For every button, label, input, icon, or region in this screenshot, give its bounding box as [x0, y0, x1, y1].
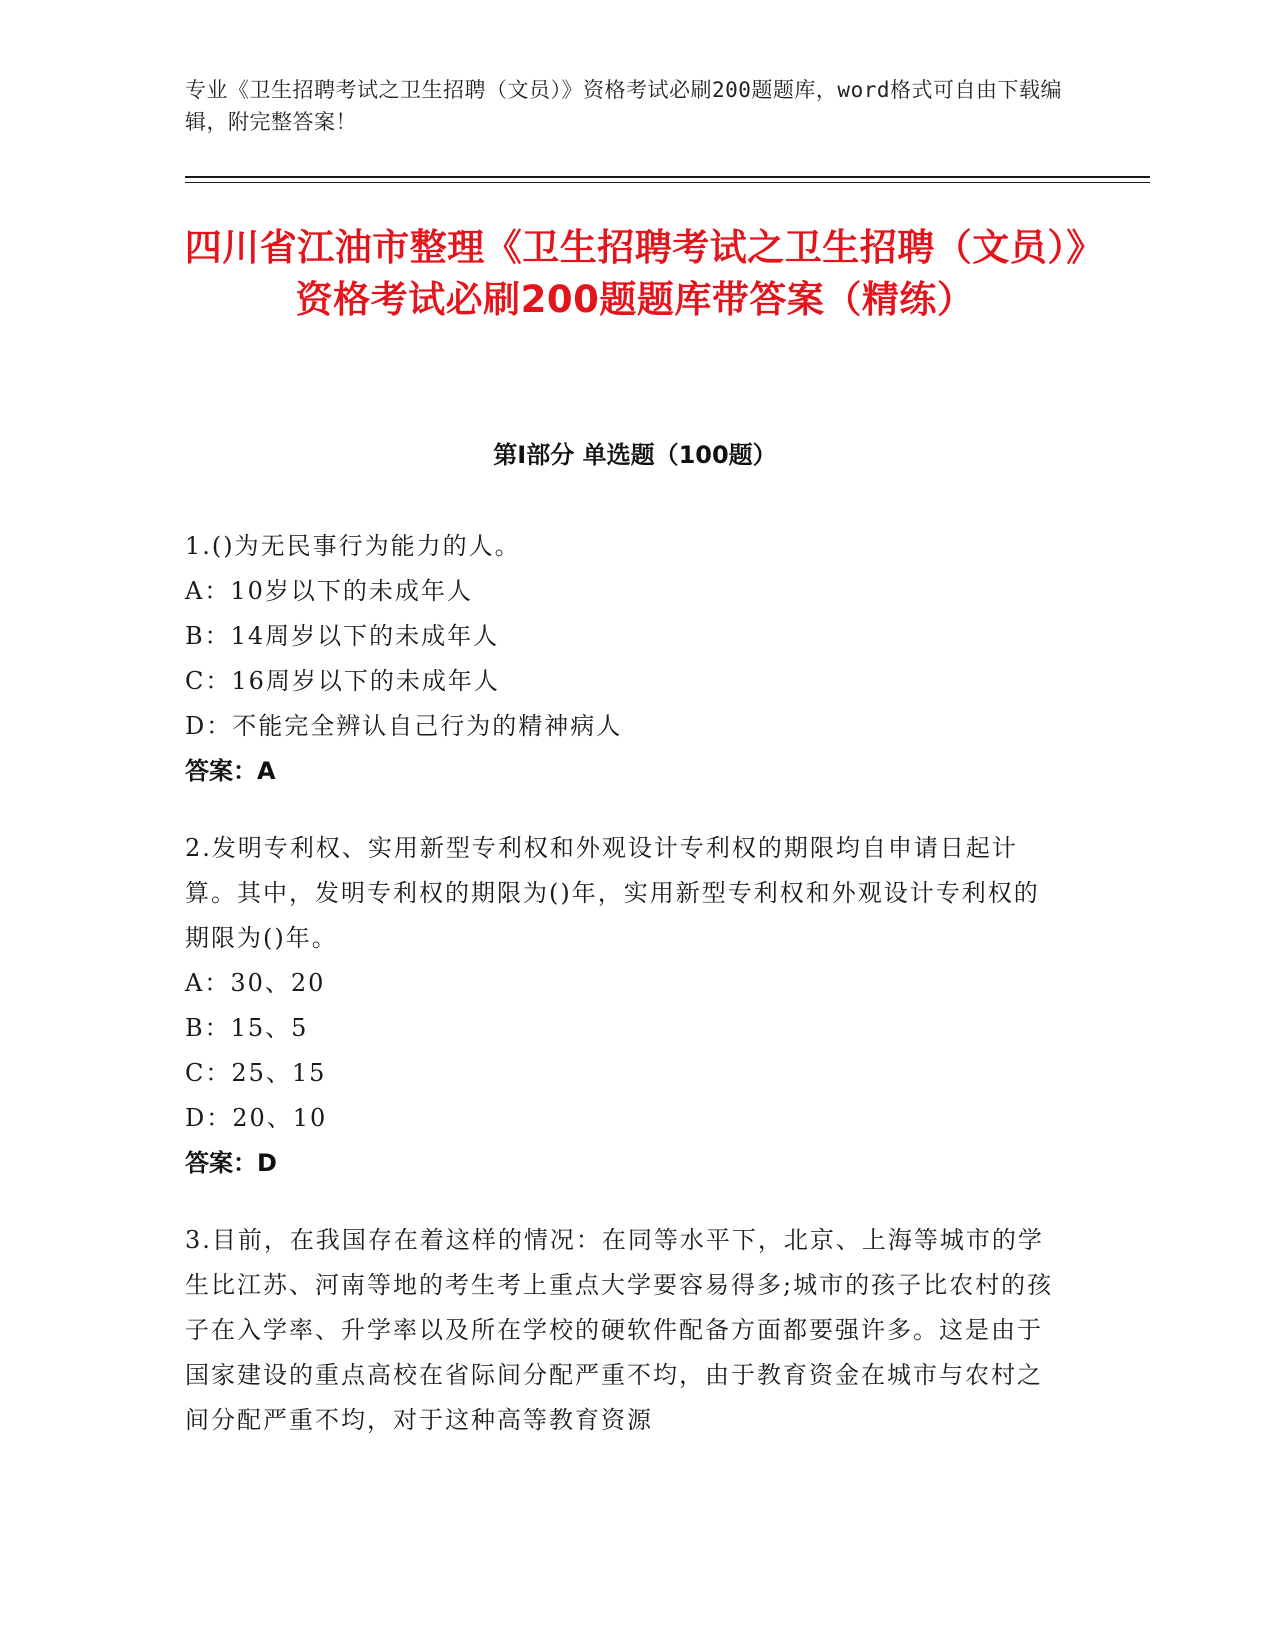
question-stem: 2.发明专利权、实用新型专利权和外观设计专利权的期限均自申请日起计算。其中，发明专利权的期限为()年，实用新型专利权和外观设计专利权的期限为()年。 [185, 834, 1040, 952]
section-title: 第I部分 单选题（100题） [493, 441, 777, 469]
option-c: C：25、15 [185, 1059, 327, 1087]
header-divider-thin [185, 182, 1150, 183]
question-answer: 答案：D [185, 1149, 277, 1177]
document-title: 四川省江油市整理《卫生招聘考试之卫生招聘（文员）》资格考试必刷200题题库带答案（精练） [184, 226, 1086, 321]
option-d: D：不能完全辨认自己行为的精神病人 [185, 712, 623, 740]
option-d: D：20、10 [185, 1104, 328, 1132]
header-divider-thick [185, 176, 1150, 178]
question-3 [185, 1218, 1065, 1443]
option-b: B：15、5 [185, 1014, 309, 1042]
question-stem: 1.()为无民事行为能力的人。 [185, 532, 521, 560]
question-2 [185, 826, 1065, 1186]
question-stem: 3.目前，在我国存在着这样的情况：在同等水平下，北京、上海等城市的学生比江苏、河南等地的考生考上重点大学要容易得多;城市的孩子比农村的孩子在入学率、升学率以及所在学校的硬软件配备方面都要强许多。这是由于国家建设的重点高校在省际间分配严重不均，由于教育资金在城市与农村之间分配严重不均，对于这种高等教育资源 [185, 1226, 1054, 1434]
question-answer: 答案：A [185, 757, 276, 785]
option-a: A：30、20 [185, 969, 326, 997]
option-a: A：10岁以下的未成年人 [185, 577, 473, 605]
option-c: C：16周岁以下的未成年人 [185, 667, 500, 695]
question-list [185, 524, 1065, 1475]
option-b: B：14周岁以下的未成年人 [185, 622, 500, 650]
question-1 [185, 524, 1065, 794]
header-note: 专业《卫生招聘考试之卫生招聘（文员）》资格考试必刷200题题库，word格式可自由下载编辑，附完整答案！ [185, 78, 1062, 134]
